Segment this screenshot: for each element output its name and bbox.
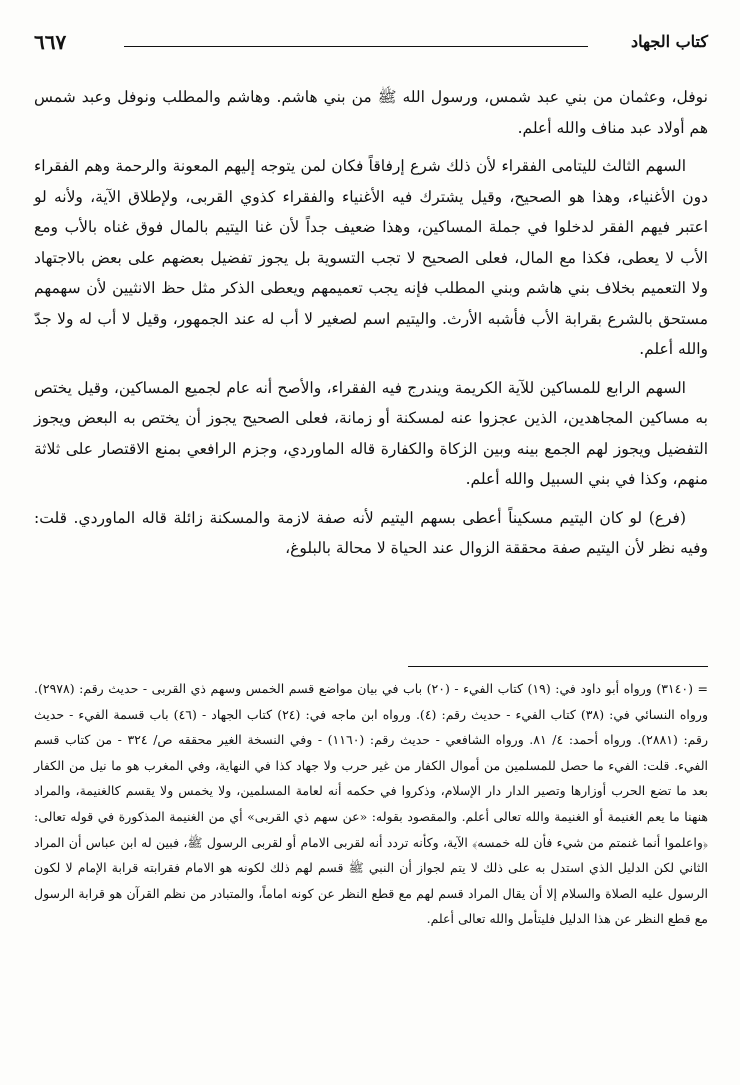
paragraph-branch: (فرع) لو كان اليتيم مسكيناً أعطى بسهم اليتيم لأنه صفة لازمة والمسكنة زائلة قاله الماوردي. قلت: وفيه نظر لأن اليتيم صفة محققة الزوال عند الحياة لا محالة بالبلوغ، [34,508,708,557]
footnotes [34,676,708,932]
chapter-title: كتاب الجهاد [631,32,708,51]
page-number: ٦٦٧ [34,30,67,54]
main-text [34,82,708,572]
paragraph-fourth-share: السهم الرابع للمساكين للآية الكريمة ويندرج فيه الفقراء، والأصح أنه عام لجميع المساكين، وقيل يختص به مساكين المجاهدين، الذين عجزوا عنه لمسكنة أو زمانة، فعلى الصحيح يجوز أن يختص به البعض ويجوز التفضيل ويجوز لهم الجمع بينه وبين الزكاة والكفارة قاله الماوردي، وجزم الرافعي بمنع الاقتصار على ثلاثة منهم، وكذا في بني السبيل والله أعلم. [34,378,708,488]
page-header [34,30,708,64]
footnote-separator [408,666,708,667]
paragraph-third-share: السهم الثالث لليتامى الفقراء لأن ذلك شرع إرفاقاً فكان لمن يتوجه إليهم المعونة والرحمة وهم الفقراء دون الأغنياء، وهذا هو الصحيح، وقيل يشترك فيه الأغنياء والفقراء كذوي القربى، ولإطلاق الآية، ولأنه لو اعتبر فيهم الفقر لدخلوا في جملة المساكين، وهذا ضعيف جداً لأن غنا اليتيم بالمال فوق غناه بالأب ومع الأب لا يعطى، فكذا مع المال، فعلى الصحيح لا تجب التسوية بل يجوز تفضيل بعضهم على بعض بالاجتهاد ولا التعميم بخلاف بني هاشم وبني المطلب فإنه يجب تعميمهم ويعطى الذكر مثل حظ الانثيين لأن سهمهم مستحق بالشرع بقرابة الأب فأشبه الأرث. واليتيم اسم لصغير لا أب له عند الجمهور، وقيل لا أب له ولا جدّ والله أعلم. [34,157,708,358]
footnote-text: = (٣١٤٠) ورواه أبو داود في: (١٩) كتاب الفيء - (٢٠) باب في بيان مواضع قسم الخمس وسهم ذي القربى - حديث رقم: (٢٩٧٨). ورواه النسائي في: (٣٨) كتاب الفيء - حديث رقم: (٤). ورواه ابن ماجه في: (٢٤) كتاب الجهاد - (٤٦) باب قسمة الفيء - حديث رقم: (٢٨٨١). ورواه أحمد: ٤/ ٨١. ورواه الشافعي - حديث رقم: (١١٦٠) - وفي النسخة الغير محققه ص/ ٣٢٤ - من كتاب قسم الفيء. قلت: الفيء ما حصل للمسلمين من أموال الكفار من غير حرب ولا جهاد كذا في النهاية، وفي المغرب هو ما نيل من الكفار بعد ما تضع الحرب أوزارها وتصير الدار دار الإسلام، وذكروا في حكمه أنه لعامة المسلمين، ولا يخمس ولا يقسم كالغنيمة، والمراد هنهنا ما يعم الغنيمة أو الغنيمة والله تعالى أعلم. والمقصود بقوله: «عن سهم ذي القربى» أي من الغنيمة المذكورة في قوله تعالى: ﴿واعلموا أنما غنمتم من شيء فأن لله خمسه﴾ الآية، وكأنه تردد أنه لقربى الامام أو لقربى الرسول ﷺ، فبين له ابن عباس أن المراد الثاني لكن الدليل الذي استدل به على ذلك لا يتم لجواز أن النبي ﷺ قسم لهم ذلك لكونه هو الامام فقرابته قرابة الإمام لا لكون الرسول عليه الصلاة والسلام إلا أن يقال المراد قسم لهم مع قطع النظر عن كونه اماماً، والمتبادر من نظم القرآن هو قرابة الرسول مع قطع النظر عن هذا الدليل فليتأمل والله تعالى أعلم. [34,681,709,927]
paragraph-continuation: نوفل، وعثمان من بني عبد شمس، ورسول الله ﷺ من بني هاشم. وهاشم والمطلب ونوفل وعبد شمس هم أولاد عبد مناف والله أعلم. [34,88,708,137]
header-rule [124,46,588,47]
